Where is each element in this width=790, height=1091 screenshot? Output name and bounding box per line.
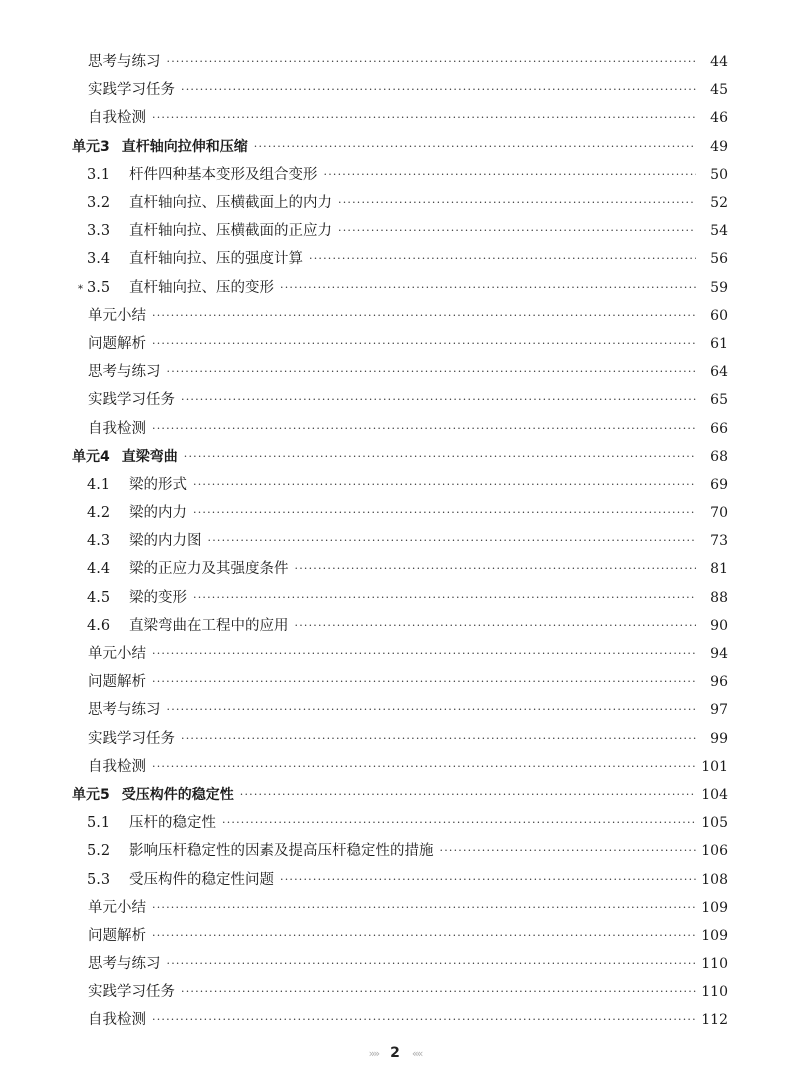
dot-leader xyxy=(184,447,696,467)
toc-title: 梁的正应力及其强度条件 xyxy=(129,561,289,578)
toc-page-number: 112 xyxy=(701,1012,728,1029)
dot-leader xyxy=(167,362,697,382)
toc-page-number: 68 xyxy=(710,448,728,465)
toc-item-row[interactable] xyxy=(0,753,790,781)
toc-number: 3.1 xyxy=(87,166,111,183)
toc-item-row[interactable] xyxy=(0,330,790,358)
toc-section-row[interactable] xyxy=(0,189,790,217)
dot-leader xyxy=(295,559,697,579)
toc-page-number: 73 xyxy=(710,533,728,550)
toc-item-row[interactable] xyxy=(0,725,790,753)
toc-item-row[interactable] xyxy=(0,358,790,386)
toc-page-number: 90 xyxy=(710,617,728,634)
toc-title: 实践学习任务 xyxy=(88,82,175,99)
toc-section-row[interactable] xyxy=(0,471,790,499)
toc-item-row[interactable] xyxy=(0,48,790,76)
dot-leader xyxy=(152,419,696,439)
toc-item-row[interactable] xyxy=(0,302,790,330)
toc-item-row[interactable] xyxy=(0,894,790,922)
toc-unit-row[interactable] xyxy=(0,443,790,471)
toc-item-row[interactable] xyxy=(0,668,790,696)
toc-title: 影响压杆稳定性的因素及提高压杆稳定性的措施 xyxy=(129,843,434,860)
toc-title: 直杆轴向拉、压横截面上的内力 xyxy=(129,195,332,212)
toc-title: 梁的形式 xyxy=(129,476,187,493)
dot-leader xyxy=(254,137,696,157)
toc-section-row[interactable] xyxy=(0,555,790,583)
toc-page-number: 105 xyxy=(701,815,728,832)
toc-title: 问题解析 xyxy=(88,335,146,352)
dot-leader xyxy=(152,898,696,918)
table-of-contents xyxy=(0,48,790,1035)
toc-item-row[interactable] xyxy=(0,104,790,132)
toc-section-row[interactable] xyxy=(0,245,790,273)
toc-page-number: 44 xyxy=(710,54,728,71)
toc-item-row[interactable] xyxy=(0,696,790,724)
toc-number: 4.6 xyxy=(87,617,111,634)
toc-title: 梁的内力 xyxy=(129,505,187,522)
dot-leader xyxy=(181,982,696,1002)
dot-leader xyxy=(338,221,696,241)
toc-number: 单元5 xyxy=(72,786,110,803)
toc-number: 4.4 xyxy=(87,561,111,578)
toc-section-row[interactable] xyxy=(0,865,790,893)
toc-title: 直杆轴向拉、压的变形 xyxy=(129,279,274,296)
dot-leader xyxy=(152,108,696,128)
toc-section-row[interactable] xyxy=(0,217,790,245)
dot-leader xyxy=(440,841,697,861)
toc-number: 单元4 xyxy=(72,448,110,465)
dot-leader xyxy=(222,813,696,833)
toc-number: 5.1 xyxy=(87,815,111,832)
dot-leader xyxy=(338,193,696,213)
toc-number: 4.3 xyxy=(87,533,111,550)
dot-leader xyxy=(152,306,696,326)
toc-number: 4.2 xyxy=(87,505,111,522)
toc-page-number: 59 xyxy=(710,279,728,296)
toc-page-number: 109 xyxy=(701,899,728,916)
dot-leader xyxy=(152,672,696,692)
toc-title: 单元小结 xyxy=(88,646,146,663)
toc-item-row[interactable] xyxy=(0,386,790,414)
toc-page-number: 104 xyxy=(701,786,728,803)
toc-page-number: 52 xyxy=(710,195,728,212)
toc-page-number: 81 xyxy=(710,561,728,578)
chevron-right-icon: »» xyxy=(368,1046,379,1060)
dot-leader xyxy=(208,531,697,551)
toc-item-row[interactable] xyxy=(0,76,790,104)
toc-item-row[interactable] xyxy=(0,922,790,950)
dot-leader xyxy=(152,1010,696,1030)
toc-title: 思考与练习 xyxy=(88,702,161,719)
toc-page-number: 64 xyxy=(710,364,728,381)
toc-number: 5.3 xyxy=(87,871,111,888)
toc-unit-row[interactable] xyxy=(0,133,790,161)
toc-number: 5.2 xyxy=(87,843,111,860)
dot-leader xyxy=(240,785,696,805)
toc-title: 自我检测 xyxy=(88,1012,146,1029)
toc-page-number: 69 xyxy=(710,476,728,493)
toc-title: 单元小结 xyxy=(88,899,146,916)
toc-item-row[interactable] xyxy=(0,950,790,978)
toc-section-row[interactable] xyxy=(0,612,790,640)
toc-title: 自我检测 xyxy=(88,110,146,127)
dot-leader xyxy=(280,278,696,298)
dot-leader xyxy=(309,249,696,269)
toc-page-number: 54 xyxy=(710,223,728,240)
page-number: 2 xyxy=(390,1045,400,1061)
toc-item-row[interactable] xyxy=(0,640,790,668)
toc-page-number: 50 xyxy=(710,166,728,183)
toc-page-number: 109 xyxy=(701,927,728,944)
toc-page-number: 99 xyxy=(710,730,728,747)
toc-title: 思考与练习 xyxy=(88,54,161,71)
toc-title: 实践学习任务 xyxy=(88,984,175,1001)
toc-page-number: 110 xyxy=(701,956,728,973)
dot-leader xyxy=(324,165,697,185)
toc-title: 直杆轴向拉、压横截面的正应力 xyxy=(129,223,332,240)
toc-page-number: 70 xyxy=(710,505,728,522)
dot-leader xyxy=(193,503,696,523)
toc-title: 实践学习任务 xyxy=(88,730,175,747)
toc-page-number: 56 xyxy=(710,251,728,268)
toc-item-row[interactable] xyxy=(0,1006,790,1034)
toc-section-row[interactable] xyxy=(0,499,790,527)
dot-leader xyxy=(181,390,696,410)
toc-page-number: 66 xyxy=(710,420,728,437)
toc-title: 问题解析 xyxy=(88,674,146,691)
toc-page-number: 65 xyxy=(710,392,728,409)
toc-title: 直梁弯曲在工程中的应用 xyxy=(129,617,289,634)
toc-number: 3.2 xyxy=(87,195,111,212)
toc-page-number: 60 xyxy=(710,307,728,324)
toc-number: 3.4 xyxy=(87,251,111,268)
dot-leader xyxy=(167,700,697,720)
toc-page-number: 108 xyxy=(701,871,728,888)
toc-title: 梁的内力图 xyxy=(129,533,202,550)
dot-leader xyxy=(280,870,696,890)
toc-page-number: 106 xyxy=(701,843,728,860)
toc-title: 直杆轴向拉伸和压缩 xyxy=(121,138,248,155)
toc-title: 杆件四种基本变形及组合变形 xyxy=(129,166,318,183)
toc-page-number: 101 xyxy=(701,758,728,775)
toc-title: 思考与练习 xyxy=(88,956,161,973)
dot-leader xyxy=(193,588,696,608)
toc-title: 单元小结 xyxy=(88,307,146,324)
toc-page-number: 97 xyxy=(710,702,728,719)
toc-title: 受压构件的稳定性问题 xyxy=(129,871,274,888)
toc-page-number: 88 xyxy=(710,589,728,606)
toc-title: 问题解析 xyxy=(88,927,146,944)
toc-title: 自我检测 xyxy=(88,758,146,775)
toc-page-number: 49 xyxy=(710,138,728,155)
toc-section-row[interactable] xyxy=(0,161,790,189)
toc-page-number: 110 xyxy=(701,984,728,1001)
dot-leader xyxy=(193,475,696,495)
toc-unit-row[interactable] xyxy=(0,781,790,809)
toc-page-number: 96 xyxy=(710,674,728,691)
toc-title: 实践学习任务 xyxy=(88,392,175,409)
toc-section-row[interactable] xyxy=(0,584,790,612)
dot-leader xyxy=(181,80,696,100)
page-footer xyxy=(0,1041,790,1065)
toc-section-row[interactable] xyxy=(0,274,790,302)
dot-leader xyxy=(181,729,696,749)
toc-title: 压杆的稳定性 xyxy=(129,815,216,832)
toc-page-number: 46 xyxy=(710,110,728,127)
toc-title: 直梁弯曲 xyxy=(121,448,178,465)
dot-leader xyxy=(152,926,696,946)
toc-title: 梁的变形 xyxy=(129,589,187,606)
toc-number: 4.5 xyxy=(87,589,111,606)
toc-title: 思考与练习 xyxy=(88,364,161,381)
toc-section-row[interactable] xyxy=(0,527,790,555)
dot-leader xyxy=(167,52,697,72)
toc-page-number: 45 xyxy=(710,82,728,99)
toc-section-row[interactable] xyxy=(0,837,790,865)
toc-number: 单元3 xyxy=(72,138,110,155)
dot-leader xyxy=(152,644,696,664)
toc-title: 直杆轴向拉、压的强度计算 xyxy=(129,251,303,268)
toc-number: 3.3 xyxy=(87,223,111,240)
chevron-left-icon: «« xyxy=(411,1046,422,1060)
toc-number: 3.5 xyxy=(87,279,111,296)
toc-section-row[interactable] xyxy=(0,809,790,837)
dot-leader xyxy=(152,757,696,777)
toc-item-row[interactable] xyxy=(0,978,790,1006)
toc-page-number: 61 xyxy=(710,335,728,352)
toc-item-row[interactable] xyxy=(0,414,790,442)
dot-leader xyxy=(152,334,696,354)
toc-number: 4.1 xyxy=(87,476,111,493)
toc-title: 受压构件的稳定性 xyxy=(121,786,234,803)
toc-page-number: 94 xyxy=(710,646,728,663)
toc-title: 自我检测 xyxy=(88,420,146,437)
dot-leader xyxy=(295,616,697,636)
optional-marker: * xyxy=(78,283,83,295)
dot-leader xyxy=(167,954,697,974)
